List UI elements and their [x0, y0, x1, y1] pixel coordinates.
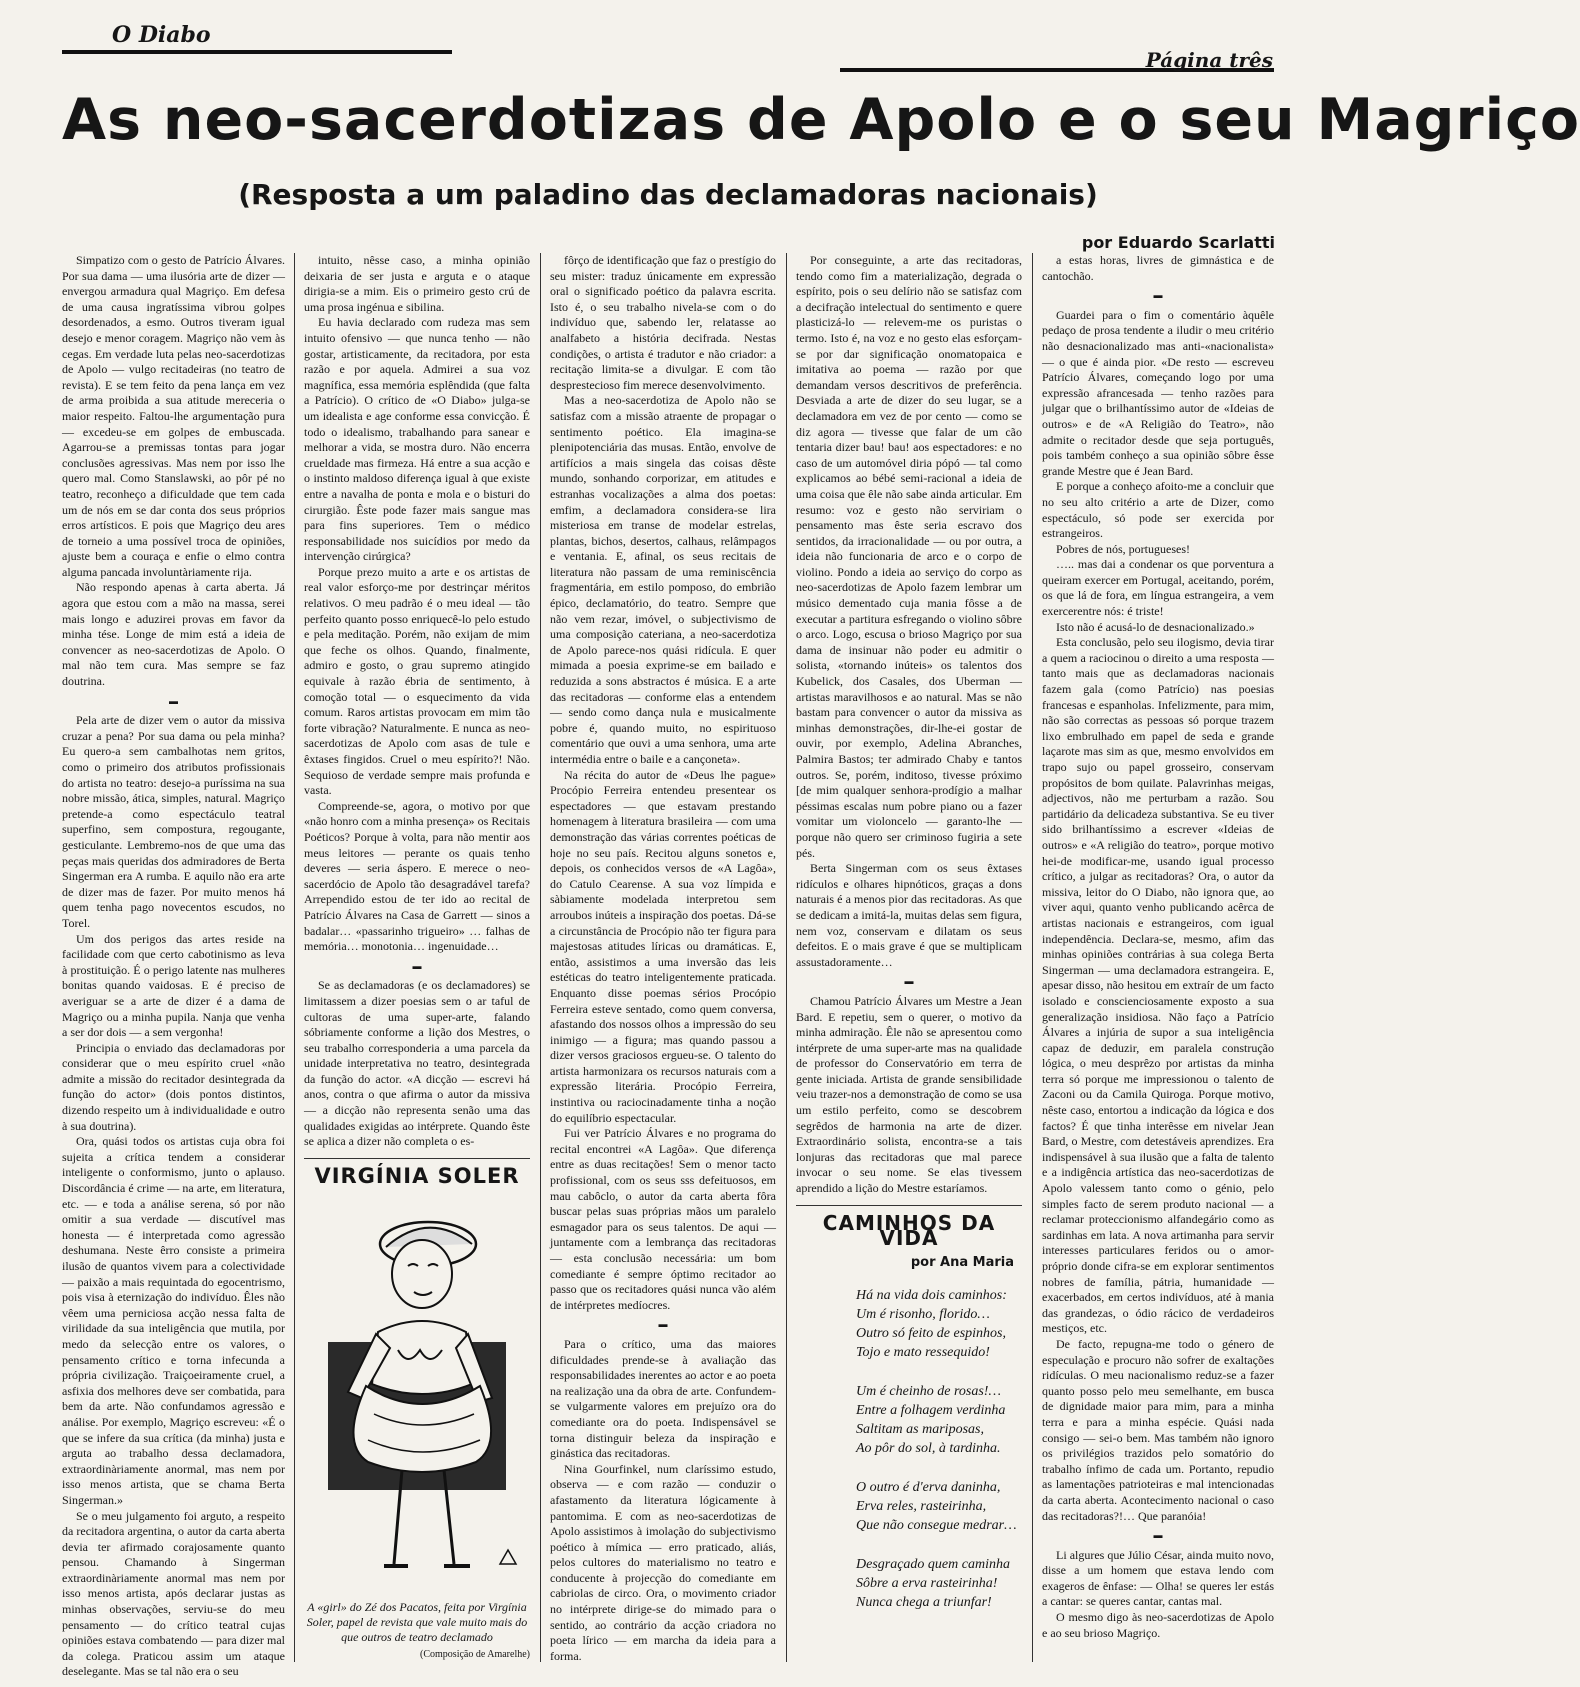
- paragraph: Chamou Patrício Álvares um Mestre a Jean Bard. E repetiu, sem o querer, o motivo da minha admiração. Êle não se apresentou como intérprete de uma super-arte mas na qualidade de professor do Conservatório em terra de gente iniciada. Artista de grande sensibilidade veiu trazer-nos a demonstração de como se usa um estilo perfeito, como se descobrem segrêdos de harmonia na arte de dizer. Extraordinário solista, encontra-se a tais lonjuras das recitadoras que mal parece invocar o seu nome. Se elas tivessem aprendido a lição do Mestre estaríamos.: [796, 993, 1022, 1196]
- paragraph: Compreende-se, agora, o motivo por que «não honro com a minha presença» os Recitais Poéticos? Porque à volta, para não mentir aos meus leitores — perante os quais tenho deveres — seria áspero. E merece o neo-sacerdócio de Apolo tão desagradável tarefa? Arrependido estou de ter ido ao recital de Patrício Álvares na Casa de Garrett — sinos a badalar… «passarinho trigueiro» … falhas de memória… monotonia… ingenuidade…: [304, 798, 530, 954]
- box-rule: [796, 1205, 1022, 1206]
- section-ornament: ▬: [904, 976, 914, 987]
- paragraph: O mesmo digo às neo-sacerdotizas de Apolo e ao seu brioso Magriço.: [1042, 1610, 1274, 1640]
- column-rule: [1032, 253, 1033, 1662]
- paragraph: Simpatizo com o gesto de Patrício Álvares. Por sua dama — uma ilusória arte de dizer — envergou armadura qual Magriço. Em defesa de uma causa ingratíssima vibrou golpes desordenados, a esmo. Outros tiveram igual desejo e menor coragem. Magriço não vem às cegas. Em verdade luta pelas neo-sacerdotizas de Apolo — vulgo recitadeiras (no teatro de revista). E se tem feito da pena lança em vez de arma proibida a sua atitude mereceria o maior respeito. Faltou-lhe argumentação pura — excedeu-se em golpes de embuscada. Agarrou-se a premissas tontas para jogar conclusões agressivas. Mas nem por isso lhe quero mal. Como Stanslawski, ao pôr pé no teatro, reconheço a dificuldade que tem cada um de nós em se dar conta dos seus próprios erros artísticos. E pois que Magriço deu ares de torneio a uma possível troca de opiniões, ajuste bem a couraça e enfie o elmo contra alguma pancada involuntàriamente rija.: [62, 253, 285, 579]
- paragraph: Por conseguinte, a arte das recitadoras, tendo como fim a materialização, degrada o espírito, pois o seu delírio não se satisfaz com a decifração intelectual do sentimento e quere plasticizá-lo — relevem-me os puristas o termo. Isto é, na voz e no gesto elas esforçam-se por dar significação onomatopaica e imitativa ao poema — razão por que demandam versos descritivos de preferência. Desviada a arte de dizer do seu lugar, se a declamadora em vez de por cento — como se diz agora — tivesse que falar de um cão tentaria dizer bau! bau! aos espectadores: e no caso de um automóvel diria pópó — tal como explicamos ao bébé semi-racional a ideia de uma coisa que êle não sabe ainda articular. Em resumo: voz e gesto não serviriam o pensamento mas êste seria escravo dos sentidos, da irracionalidade — ou por outra, a ideia não funcionaria de arco e o corpo de violino. Pondo a ideia ao serviço do corpo as neo-sacerdotizas de Apolo fazem lembrar um músico dementado cuja mania fôsse a de executar a partitura esfregando o violino sôbre o arco. Logo, escusa o brioso Magriço por sua dama de insinuar não poder eu admitir o solista, «tornando inúteis» os talentos dos Kubelick, dos Casales, dos Uberman — artistas maravilhosos e ao natural. Mas se não bastam para convencer o autor da missiva as minhas demonstrações, dir-lhe-ei gostar de ouvir, por exemplo, Adelina Abranches, Palmira Bastos; ter admirado Chaby e tantos outros. Se, porém, inditoso, tivesse próximo [de mim qualquer senhora-prodígio a malhar péssimas escalas num pobre piano ou a fazer vomitar um violoncelo — garanto-lhe — porque não quero ser criminoso fugiria a sete pés.: [796, 253, 1022, 860]
- paragraph: ….. mas dai a condenar os que porventura a queiram exercer em Portugal, aceitando, porém, os que lá de fora, em língua estrangeira, a vem exercerentre nós: é triste!: [1042, 557, 1274, 619]
- section-ornament: ▬: [169, 695, 178, 706]
- article-column-3: [550, 253, 776, 1667]
- paragraph: Esta conclusão, pelo seu ilogismo, devia tirar a quem a raciocinou o direito a uma resposta — tanto mais que as declamadoras nacionais fazem gala (como Patrício) nas poesias francesas e espanholas. Infelizmente, para mim, não são correctas as pessoas só porque trazem lixo embrulhado em papel de seda e grande laçarote mas sim as que, mesmo envolvidos em trapo sujo ou papel grosseiro, conservam propósitos de bom quilate. Palavrinhas meigas, adjectivos, não me perturbam a razão. Sou partidário da delicadeza substantiva. Se eu tiver sido brilhantíssimo a escrever «Ideias de outros» e «A religião do teatro», porque motivo hei-de modificar-me, usando igual processo crítico, a julgar as recitadoras? Ora, o autor da missiva, leitor do O Diabo, não ignora que, ao viver aqui, quanto venho publicando acêrca de artistas nacionais e estrangeiros, com igual independência. Declara-se, mesmo, afim das minhas opiniões contrárias à sua colega Berta Singerman — uma declamadora estrangeira. E, apesar disso, não hesitou em extraír de um facto isolado e conscienciosamente exposto a sua generalização insidiosa. Não faço a Patrício Álvares a injúria de supor a sua inteligência capaz de deduzir, em paralela construção lógica, o meu desprêzo por artistas da minha terra só porque me impressionou o talento de Zaconi ou da Camila Quiroga. Porque motivo, nêste caso, entortou a indicação da lógica e dos factos? É que tinha interêsse em nivelar Jean Bard, o Mestre, com detestáveis aprendizes. Era indispensável à sua ilusão que a falta de talento e a indigência artística das neo-sacerdotizas de Apolo valessem tanto como o génio, pelo simples facto de serem produto nacional — a reclamar proteccionismo alfandegário como as sardinhas em lata. A nova artimanha para servir interesses particulares feridos ou o amor-próprio donde cifra-se em explorar sentimentos nobres de família, pátria, humanidade — exacerbados, em certos indivíduos, até à mania das grandezas, o ódio rácico de verdadeiros mestiços, etc.: [1042, 635, 1274, 1336]
- paragraph: Ora, quási todos os artistas cuja obra foi sujeita a crítica tendem a considerar inteligente o conformismo, junto o aplauso. Discordância é crime — na arte, em literatura, etc. — e toda a análise serena, só por não omitir a sua verdade — discutível mas honesta — é interpretada como agressão deshumana. Neste êrro consiste a primeira ilusão de quantos vivem para a colectividade — paixão a mais requintada do egocentrismo, pois visa à eternização do indivíduo. Êles não vêem uma perniciosa acção nessa falta de virilidade da sua inteligência que mutila, por medo da selecção entre os valores, o pensamento crítico e torna infecunda a própria civilização. Traiçoeiramente cruel, a asfixia dos melhores deve ser combatida, para bem da arte. Não confundamos agressão e análise. Por exemplo, Magriço escreveu: «É o que se infere da sua crítica (da minha) justa e arguta ao trabalho dessa declamadora, extraordinàriamente anormal, mas nem por isso menos artista, que se chama Berta Singerman.»: [62, 1134, 285, 1507]
- poem-line: Ao pôr do sol, à tardinha.: [856, 1441, 1001, 1457]
- illustration-credit: (Composição de Amarelhe): [420, 1649, 530, 1661]
- poem-line: Sôbre a erva rasteirinha!: [856, 1576, 998, 1592]
- paragraph: Se as declamadoras (e os declamadores) se limitassem a dizer poesias sem o ar taful de cultoras de uma super-arte, falando sóbriamente conforme a lição dos Mestres, o seu trabalho corresponderia a uma parcela da unidade interpretativa no teatro, desintegrada da função do actor. «A dicção — escrevi há anos, contra o que afirma o autor da missiva — a dicção não representa senão uma das qualidades exigidas ao intérprete. Quando êste se aplica a dizer não completa o es-: [304, 978, 530, 1149]
- poem-line: Desgraçado quem caminha: [856, 1557, 1010, 1573]
- paragraph: Se o meu julgamento foi arguto, a respeito da recitadora argentina, o autor da carta aberta devia ter afirmado corajosamente quanto pensou. Chamando à Singerman extraordinàriamente anormal mas nem por isso menos artista, após declarar justas as minhas observações, serviu-se do meu pensamento — do crítico teatral cujas opiniões estava combatendo — para dizer mal da colega. Praticou assim um ataque deselegante. Mas se tal não era o seu: [62, 1508, 285, 1679]
- column-rule: [786, 253, 787, 1662]
- paragraph: Li algures que Júlio César, ainda muito novo, disse a um homem que estava lendo com exageros de ênfase: — Olha! se queres ler estás a cantar: se queres cantar, cantas mal.: [1042, 1547, 1274, 1609]
- poem-line: Erva reles, rasteirinha,: [856, 1499, 987, 1515]
- poem-line: Entre a folhagem verdinha: [856, 1403, 1006, 1419]
- paragraph: Isto não é acusá-lo de desnacionalizado.»: [1056, 619, 1255, 634]
- section-ornament: ▬: [412, 960, 422, 971]
- paragraph: Principia o enviado das declamadoras por considerar que o meu espírito cruel «não admite a missão do recitador desintegrada da função do actor» (dois pontos distintos, dizendo respeito um à individualidade e outro à sua doutrina).: [62, 1040, 285, 1133]
- paragraph: Um dos perigos das artes reside na facilidade com que certo cabotinismo as leva à prostituição. É o perigo latente nas mulheres bonitas quando vaidosas. E é preciso de averiguar se a arte de dizer é a dama de Magriço ou a minha pupila. Nanja que venha a ser dor dois — a sem vergonha!: [62, 931, 285, 1040]
- paragraph: Porque prezo muito a arte e os artistas de real valor esforço-me por destrinçar méritos relativos. O meu padrão é o meu ideal — tão perfeito quanto posso enriquecê-lo pelo estudo e pela meditação. Porém, não exijam de mim que feche os olhos. Quando, finalmente, admiro e gosto, o grau supremo atingido equivale à razão ébria de sentimento, à comoção total — o esquecimento da vida comum. Raros artistas provocam em mim tão forte vibração? Naturalmente. E nunca as neo-sacerdotizas de Apolo com asas de tule e êxtases fingidos. Cruel o meu espírito?! Não. Sequioso de verdade sempre mais profunda e vasta.: [304, 564, 530, 798]
- illustration-title: VIRGÍNIA SOLER: [314, 1163, 520, 1188]
- article-column-4: [796, 253, 1022, 1667]
- paragraph: Não respondo apenas à carta aberta. Já agora que estou com a mão na massa, serei mais longo e aduzirei provas em favor da minha tése. Longe de mim está a ideia de convencer as neo-sacerdotizas de Apolo. O mal não tem cura. Mas sempre se faz doutrina.: [62, 580, 285, 689]
- poem-line: O outro é d'erva daninha,: [856, 1480, 1001, 1496]
- headline: As neo-sacerdotizas de Apolo e o seu Magriço: [62, 87, 1580, 153]
- poem-byline: por Ana Maria: [910, 1254, 1014, 1270]
- section-ornament: ▬: [1153, 290, 1163, 301]
- poem-line: Há na vida dois caminhos:: [856, 1288, 1007, 1304]
- column-rule: [294, 253, 295, 1662]
- byline: por Eduardo Scarlatti: [1081, 233, 1275, 252]
- illustration: [304, 1192, 530, 1592]
- article-column-2: [304, 253, 530, 1667]
- masthead: O Diabo: [112, 22, 211, 48]
- paragraph: Mas a neo-sacerdotiza de Apolo não se satisfaz com a missão atraente de propagar o sentimento poético. Ela imagina-se plenipotenciária das musas. Então, envolve de artifícios a mais singela das coisas dêste mundo, sonhando corporizar, em atitudes e estranhas vocalizações a alma dos poetas: emfim, a declamadora considera-se lira misteriosa em transe de modelar estrelas, plantas, bichos, desertos, calhaus, relâmpagos e ventania. E, afinal, os seus recitais de literatura não passam de uma reminiscência fragmentária, em estilo pomposo, do embrião épico, declamatório, do teatro. Sempre que não vem rezar, imóvel, o subjectivismo de uma composição cateriana, a neo-sacerdotiza de Apolo parece-nos quási ridícula. E quer mimada a poesia exprime-se em bailado e reduzida a sons abstractos é música. E a arte das recitadoras — conforme elas a entendem — sendo como dança nula e musicalmente pobre é, quando muito, no espirituoso comentário que ouvi a uma senhora, uma arte intermédia entre o baile e a cançoneta».: [550, 393, 776, 766]
- column-rule: [540, 253, 541, 1662]
- poem-line: Tojo e mato ressequido!: [856, 1345, 990, 1361]
- poem-line: Um é risonho, florido…: [856, 1307, 990, 1323]
- section-ornament: ▬: [1153, 1530, 1163, 1541]
- paragraph: Pela arte de dizer vem o autor da missiva cruzar a pena? Por sua dama ou pela minha? Eu quero-a sem cambalhotas nem gritos, como o primeiro dos atributos profissionais do artista no teatro: desejo-a puríssima na sua nobre missão, ática, simples, natural. Magriço pretende-a como espectáculo teatral superfino, sem compostura, regougante, gesticulante. Lembremo-nos de que uma das peças mais queridas dos admiradores de Berta Singerman era A rumba. E aquilo não era arte de dizer mas de fazer. Por muito menos há quem tenha pago novecentos escudos, no Torel.: [62, 713, 285, 930]
- paragraph: Eu havia declarado com rudeza mas sem intuito ofensivo — que nunca tenho — não gostar, artisticamente, da recitadora, por esta razão e por aquela. Admirei a sua voz magnífica, essa memória esplêndida (que falta a Patrício). O crítico de «O Diabo» julga-se um idealista e age conforme essa convicção. É todo o idealismo, trabalhando para sanear e melhorar a vida, se mostra duro. Não encerra crueldade mas firmeza. Há entre a sua acção e o instinto maldoso diferença igual à que existe entre a navalha de ponta e mola e o bisturi do cirurgião. Êste pode fazer mais sangue mas para fins superiores. Tem o médico responsabilidade nos suicídios por medo da intervenção cirúrgica?: [304, 315, 530, 564]
- paragraph: De facto, repugna-me todo o género de especulação e procuro não sofrer de exaltações ridículas. O meu nacionalismo reduz-se a fazer quanto posso pelo meu semelhante, em busca de dignidade maior para mim, para a minha terra e para a minha espécie. Quási nada consigo — sei-o bem. Mas também não ignoro os privilégios trazidos pelo somatório do trabalho ínfimo de cada um. Portanto, repudio as lamentações patrioteiras e mal intencionadas da carta aberta. Acontecimento nacional o caso das recitadoras?!… Que paranóia!: [1042, 1336, 1274, 1523]
- poem-title: CAMINHOS DA VIDA: [822, 1210, 996, 1251]
- top-rule-left: [62, 50, 452, 54]
- subheadline: (Resposta a um paladino das declamadoras nacionais): [238, 178, 1098, 211]
- section-ornament: ▬: [658, 1319, 668, 1330]
- paragraph: Berta Singerman com os seus êxtases ridículos e olhares hipnóticos, graças a dons naturais é a menos pior das recitadoras. As que se dedicam a imitá-la, muitas delas sem figura, nem voz, conservam e dilatam os seus defeitos. E o mais grave é que se multiplicam assustadoramente…: [796, 861, 1022, 969]
- article-column-5: [1042, 253, 1274, 1667]
- poem-stanza: [856, 1555, 1022, 1612]
- paragraph: fôrço de identificação que faz o prestígio do seu mister: traduz únicamente em expressão oral o significado poético da palavra escrita. Isto é, o seu trabalho nivela-se com o do indivíduo que, sabendo ler, relatasse ao analfabeto a história decifrada. Nestas condições, o artista é tradutor e não criador: a recitação limita-se a divulgar. E com tão desprestecioso fim merece desenvolvimento.: [550, 253, 776, 392]
- paragraph: Fui ver Patrício Álvares e no programa do recital encontrei «A Lagôa». Que diferença entre as duas recitações! Sem o menor tacto profissional, com os seus sss defeituosos, em mau cabôclo, o autor da carta aberta fôra buscar pelas suas próprias mãos um paralelo esmagador para os seus talentos. De aqui — juntamente com a lembrança das recitadoras — esta conclusão necessária: um bom comediante é sempre óptimo recitador ao passo que os recitadores quási nunca vão além de intérpretes medíocres.: [550, 1126, 776, 1312]
- poem-stanza: [856, 1286, 1022, 1362]
- page-label: Página três: [1145, 48, 1273, 72]
- paragraph: a estas horas, livres de gimnástica e de cantochão.: [1042, 253, 1274, 283]
- paragraph: Pobres de nós, portugueses!: [1056, 541, 1190, 556]
- paragraph: intuito, nêsse caso, a minha opinião deixaria de ser justa e arguta e o ataque dirigia-se a mim. Eis o primeiro gesto crú de uma prosa ingénua e sibilina.: [304, 253, 530, 314]
- poem-line: Outro só feito de espinhos,: [856, 1326, 1006, 1342]
- paragraph: Guardei para o fim o comentário àquêle pedaço de prosa tendente a iludir o meu critério não desnacionalizado mas anti-«nacionalista» — o que é ainda pior. «De resto — escreveu Patrício Álvares, começando logo por uma expressão afrancesada — tenho razões para julgar que o brilhantíssimo autor de «Ideias de outros» e de «A Religião do Teatro», não admite o recitador desde que seja português, pois também conheço a sua opinião sôbre êsse grande Mestre que é Jean Bard.: [1042, 307, 1274, 478]
- paragraph: Para o crítico, uma das maiores dificuldades prende-se à avaliação das responsabilidades inerentes ao actor e ao poeta na realização una da obra de arte. Confundem-se vulgarmente valores em prejuízo ora do comediante ora do poeta. Indispensável se torna distinguir beleza da inspiração e ginástica das recitadoras.: [550, 1336, 776, 1461]
- paragraph: E porque a conheço afoito-me a concluir que no seu alto critério a arte de Dizer, como espectáculo, só pode ser exercida por estrangeiros.: [1042, 479, 1274, 541]
- poem-line: Nunca chega a triunfar!: [856, 1595, 992, 1611]
- poem-line: Um é cheinho de rosas!…: [856, 1384, 1001, 1400]
- poem-line: Saltitam as mariposas,: [856, 1422, 984, 1438]
- illustration-caption: A «girl» do Zé dos Pacatos, feita por Virgínia Soler, papel de revista que vale muito mais do que outros de teatro declamado: [306, 1600, 528, 1645]
- poem-stanza: [856, 1382, 1022, 1458]
- poem-stanza: [856, 1478, 1022, 1535]
- box-rule: [304, 1158, 530, 1159]
- paragraph: Nina Gourfinkel, num claríssimo estudo, observa — e com razão — conduzir o afastamento da literatura lógicamente à pantomima. E com as neo-sacerdotizas de Apolo assistimos à imolação do subjectivismo poético à mímica — erro praticado, aliás, pelos cultores do materialismo no teatro e conducente à projecção do comediante em cabriolas de circo. Ora, o movimento criador no intérprete dirige-se do mimado para o sentido, ao contrário da acção criadora no poeta lírico — em marcha da ideia para a forma.: [550, 1461, 776, 1663]
- poem-line: Que não consegue medrar…: [856, 1518, 1017, 1534]
- article-column-1: [62, 253, 285, 1679]
- paragraph: Na récita do autor de «Deus lhe pague» Procópio Ferreira entendeu presentear os espectadores — que estavam prestando homenagem à literatura brasileira — com uma demonstração das várias correntes poéticas de hoje no seu país. Recitou alguns sonetos e, depois, os conhecidos versos de «A Lagôa», do Catulo Cearense. A sua voz límpida e sàbiamente modelada interpretou sem arroubos inúteis a inspiração dos poetas. Dá-se a circunstância de Procópio não ter figura para majestosas atitudes líricas ou dramáticas. E, então, assistimos a uma inversão das leis estéticas do teatro inteligentemente praticada. Enquanto disse poemas sérios Procópio Ferreira esteve sentado, como quem conversa, afastando dos nossos olhos a impressão do seu inimigo — a figura; mas quando passou a dizer versos graciosos ergueu-se. O talento do artista harmonizara os recursos naturais com a expressão literária. Procópio Ferreira, instintiva ou raciocinadamente tinha a noção do equilíbrio espectacular.: [550, 767, 776, 1125]
